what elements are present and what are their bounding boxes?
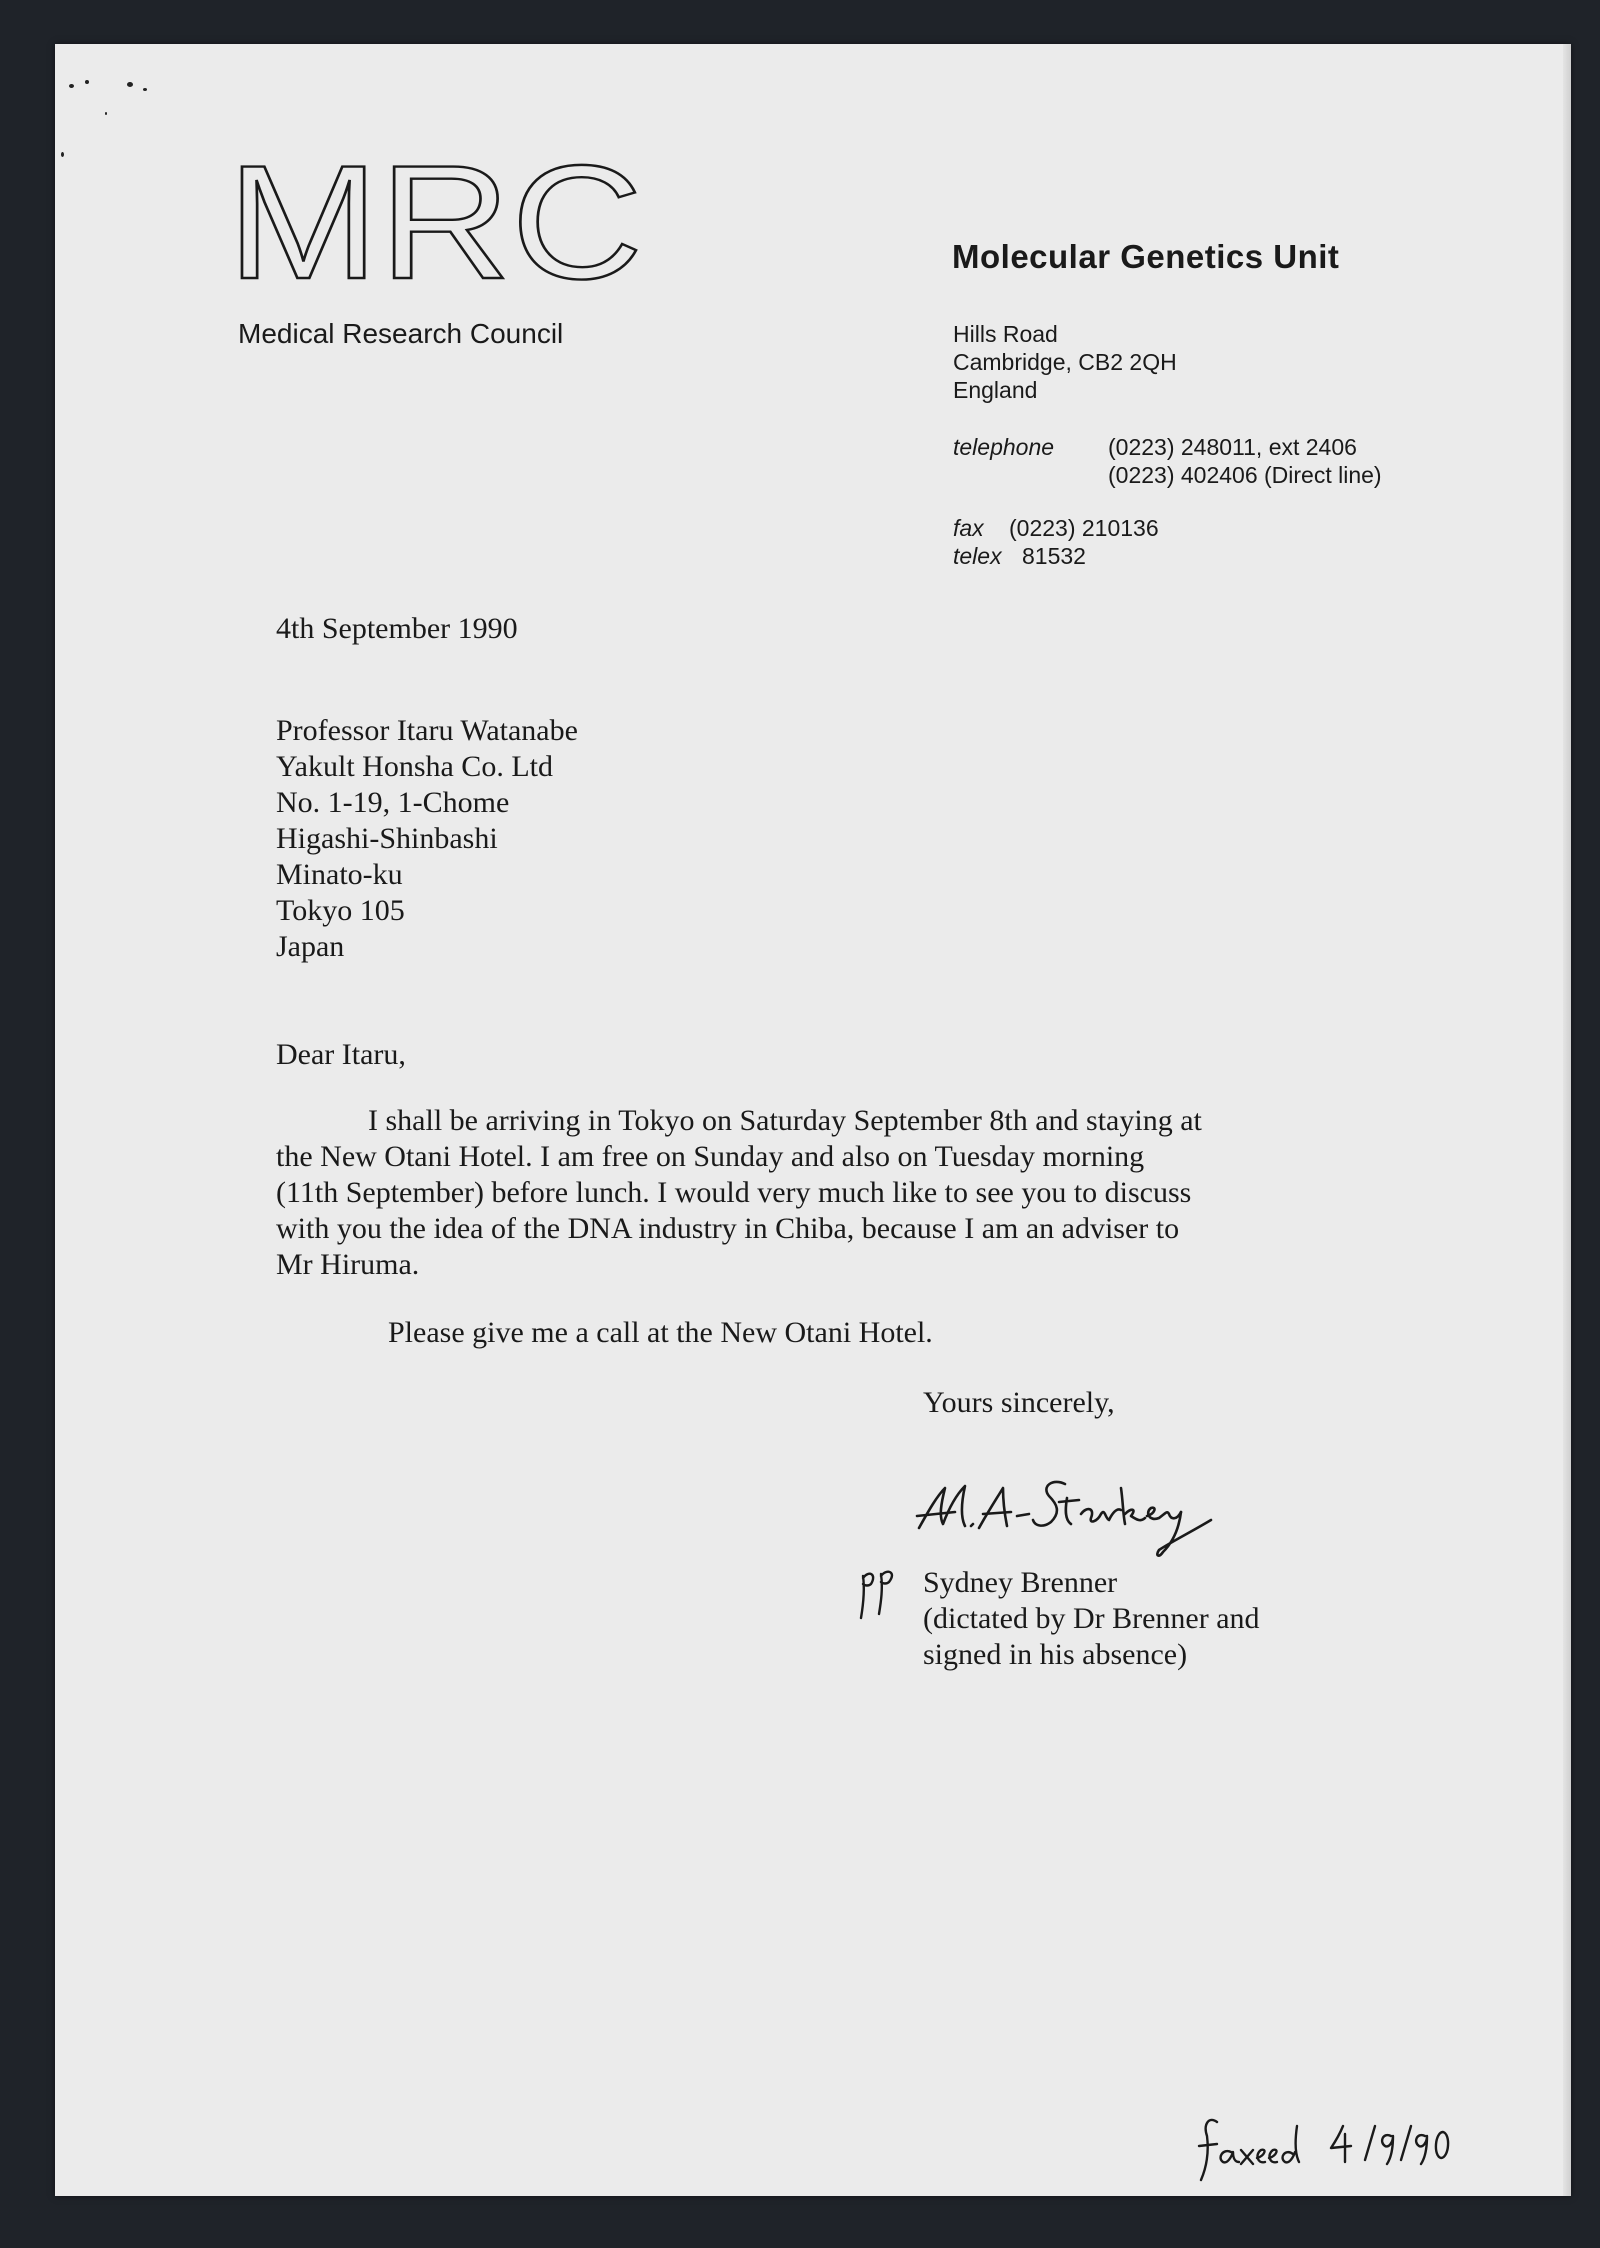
recipient-line: Higashi-Shinbashi (276, 822, 498, 855)
paragraph-1-line: (11th September) before lunch. I would very much like to see you to discuss (276, 1176, 1192, 1209)
address-line-2: Cambridge, CB2 2QH (953, 349, 1177, 375)
telephone-label: telephone (953, 434, 1055, 460)
recipient-line: Yakult Honsha Co. Ltd (276, 750, 553, 783)
dust-speck (69, 84, 74, 88)
address-line-1: Hills Road (953, 321, 1058, 347)
signatory-note: (dictated by Dr Brenner and (923, 1602, 1260, 1635)
mrc-logo-text: MRC (227, 160, 643, 290)
paragraph-2: Please give me a call at the New Otani Hotel. (388, 1316, 933, 1349)
dust-speck (61, 152, 64, 157)
fax-number: (0223) 210136 (1009, 515, 1159, 541)
salutation: Dear Itaru, (276, 1038, 406, 1071)
paragraph-1-line: Mr Hiruma. (276, 1248, 420, 1281)
address-line-3: England (953, 377, 1038, 403)
faxed-annotation (1195, 2108, 1455, 2188)
mrc-logo (227, 160, 647, 290)
dust-speck (127, 82, 133, 87)
telephone-number-2: (0223) 402406 (Direct line) (1108, 462, 1382, 488)
paragraph-1-line: I shall be arriving in Tokyo on Saturday September 8th and staying at (368, 1104, 1202, 1137)
closing: Yours sincerely, (923, 1386, 1115, 1419)
letter-date: 4th September 1990 (276, 612, 518, 645)
paragraph-1-line: with you the idea of the DNA industry in Chiba, because I am an adviser to (276, 1212, 1180, 1245)
signatory-note: signed in his absence) (923, 1638, 1188, 1671)
paper-edge (1563, 44, 1571, 2196)
unit-title: Molecular Genetics Unit (952, 238, 1340, 275)
dust-speck (85, 80, 89, 84)
dust-speck (143, 88, 147, 91)
telex-label: telex (953, 543, 1002, 569)
recipient-line: Tokyo 105 (276, 894, 405, 927)
fax-label: fax (953, 515, 984, 541)
paragraph-1-line: the New Otani Hotel. I am free on Sunday and also on Tuesday morning (276, 1140, 1145, 1173)
recipient-line: Professor Itaru Watanabe (276, 714, 578, 747)
recipient-line: No. 1-19, 1-Chome (276, 786, 510, 819)
pp-handwritten-mark (855, 1562, 905, 1622)
council-name: Medical Research Council (238, 318, 564, 349)
telex-number: 81532 (1022, 543, 1086, 569)
dust-speck (105, 112, 107, 115)
telephone-number-1: (0223) 248011, ext 2406 (1108, 434, 1357, 460)
recipient-line: Japan (276, 930, 345, 963)
recipient-line: Minato-ku (276, 858, 403, 891)
signatory-name: Sydney Brenner (923, 1566, 1118, 1599)
handwritten-signature (915, 1458, 1215, 1568)
